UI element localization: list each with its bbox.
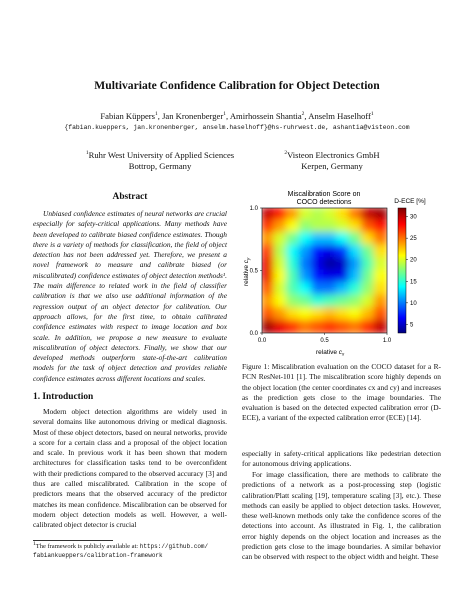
heatmap-cell xyxy=(361,270,376,285)
heatmap-cell xyxy=(299,320,314,335)
x-tick-label: 0.0 xyxy=(257,338,267,344)
affiliation-1: $^1$Ruhr West University of Applied Sciences Bottrop, Germany xyxy=(85,150,235,171)
heatmap-cell xyxy=(299,257,314,272)
heatmap-cell xyxy=(374,220,389,235)
heatmap-cell xyxy=(349,270,364,285)
heatmap-cell xyxy=(274,220,289,235)
heatmap-cell xyxy=(361,220,376,235)
heatmap-cell xyxy=(286,320,301,335)
heatmap-cell xyxy=(374,282,389,297)
author-name: Amirhossein Shantia xyxy=(229,111,302,121)
author-list: Fabian Küppers$^1$, Jan Kronenberger$^1$, Amirhossein Shantia$^2$, Anselm Haselhoff$^1$ xyxy=(100,111,374,121)
y-tick-label: 0.0 xyxy=(249,331,258,337)
heatmap-cell xyxy=(274,295,289,310)
colorbar-tick-label: 15 xyxy=(410,279,417,286)
heatmap-cell xyxy=(274,245,289,260)
heatmap-cell xyxy=(311,295,326,310)
heatmap-cell xyxy=(324,257,339,272)
heatmap-cell xyxy=(299,207,314,222)
paper-title: Multivariate Confidence Calibration for Object Detection xyxy=(94,79,380,92)
y-tick-label: 0.5 xyxy=(249,268,258,275)
footnote: $^1$The framework is publicly available at: https://github.com/ fabiankueppers/calibration-framework xyxy=(33,540,209,559)
heatmap-cell xyxy=(274,270,289,285)
heatmap-cell xyxy=(336,245,351,260)
heatmap-cell xyxy=(299,220,314,235)
heatmap-cell xyxy=(286,220,301,235)
y-tick-label: 1.0 xyxy=(249,206,258,212)
heatmap-cell xyxy=(374,257,389,272)
heatmap-cell xyxy=(336,320,351,335)
y-axis-label: relative $c_y$ xyxy=(243,257,251,286)
heatmap-cell xyxy=(274,232,289,247)
heatmap-cell xyxy=(274,257,289,272)
heatmap-cell xyxy=(311,270,326,285)
heatmap-cell xyxy=(261,282,276,297)
heatmap-cell xyxy=(374,307,389,322)
colorbar-tick-label: 30 xyxy=(410,214,417,221)
x-tick-label: 1.0 xyxy=(382,338,392,344)
x-axis-label: relative $c_x$ xyxy=(316,349,345,357)
heatmap-cell xyxy=(299,282,314,297)
heatmap-cell xyxy=(261,257,276,272)
heatmap-cell xyxy=(261,207,276,222)
heatmap-cell xyxy=(261,245,276,260)
heatmap-cell xyxy=(261,320,276,335)
heatmap-cell xyxy=(361,282,376,297)
colorbar-label: D-ECE [%] xyxy=(394,198,426,205)
heatmap-cell xyxy=(274,307,289,322)
heatmap-cell xyxy=(336,307,351,322)
heatmap-cell xyxy=(349,307,364,322)
colorbar-tick-label: 20 xyxy=(410,257,417,264)
colorbar-tick-label: 5 xyxy=(410,322,414,329)
heatmap-cell xyxy=(336,295,351,310)
author-name: Anselm Haselhoff xyxy=(308,111,371,121)
heatmap-cell xyxy=(286,207,301,222)
colorbar-tick-label: 10 xyxy=(410,300,417,307)
heatmap-cell xyxy=(336,207,351,222)
heatmap-cell xyxy=(324,282,339,297)
heatmap-cell xyxy=(286,295,301,310)
right-column-para-1: especially in safety-critical applications like pedestrian detection for autonomous driving applications. xyxy=(242,449,441,469)
heatmap-cell xyxy=(286,282,301,297)
heatmap-cell xyxy=(361,232,376,247)
heatmap-cell xyxy=(286,245,301,260)
abstract-heading: Abstract xyxy=(112,192,148,202)
heatmap-cell xyxy=(311,257,326,272)
heatmap-cell xyxy=(311,220,326,235)
heatmap-cell xyxy=(349,220,364,235)
heatmap-cell xyxy=(361,245,376,260)
heatmap-cell xyxy=(349,207,364,222)
heatmap-cell xyxy=(311,282,326,297)
author-name: Jan Kronenberger xyxy=(162,111,224,121)
heatmap-cell xyxy=(299,307,314,322)
author-name: Fabian Küppers xyxy=(100,111,156,121)
heatmap-cell xyxy=(361,207,376,222)
heatmap-cell xyxy=(261,232,276,247)
heatmap-cell xyxy=(286,232,301,247)
heatmap-cell xyxy=(361,295,376,310)
heatmap-cell xyxy=(349,245,364,260)
heatmap-cell xyxy=(286,257,301,272)
heatmap-cell xyxy=(286,270,301,285)
heatmap-cell xyxy=(349,320,364,335)
heatmap-cell xyxy=(336,282,351,297)
heatmap-cell xyxy=(274,282,289,297)
heatmap-cell xyxy=(374,320,389,335)
affiliation-2: $^2$Visteon Electronics GmbH Kerpen, Germany xyxy=(284,150,380,171)
heatmap-cell xyxy=(311,245,326,260)
colorbar xyxy=(398,208,406,333)
heatmap-cell xyxy=(311,307,326,322)
abstract-text: Unbiased confidence estimates of neural networks are crucial especially for safety-critical applications. Many methods have been developed to calibrate biased confidence estimates. Though there is a variety of methods for classification, the field of object detection has not been addressed yet. Therefore, we present a novel framework to measure and calibrate biased (or miscalibrated) confidence estimates of object detection methods¹. The main difference to related work in the field of classifier calibration is that we also use additional information of the regression output of an object detector for calibration. Our approach allows, for the first time, to obtain calibrated confidence estimates with respect to image location and box scale. In addition, we propose a new measure to evaluate miscalibration of object detectors. Finally, we show that our developed methods outperform state-of-the-art calibration models for the task of object detection and provides reliable confidence estimates across different locations and scales. xyxy=(33,209,227,383)
intro-text: Modern object detection algorithms are widely used in several domains like autonomous driving or medical diagnosis. Most of these object detectors, based on neural networks, provide a score for a certain class and a proposal of the object location and scale. In previous work it has been shown that modern architectures for classification tasks tend to be overconfident with their predictions compared to the observed accuracy [3] and thus are called miscalibrated. Calibration in the scope of predictors means that the observed accuracy of the predictor matches its mean confidence. Miscalibration can be observed for modern object detection models as well. However, a well-calibrated object detector is crucial xyxy=(33,407,227,530)
heatmap-cell xyxy=(336,232,351,247)
heatmap-cell xyxy=(336,270,351,285)
heatmap-cell xyxy=(374,245,389,260)
heatmap-cell xyxy=(299,270,314,285)
footnote-rule xyxy=(33,540,113,541)
author-emails: {fabian.kueppers, jan.kronenberger, anselm.haselhoff}@hs-ruhrwest.de, ashantia@visteon.com xyxy=(64,124,410,131)
heatmap-cell xyxy=(324,295,339,310)
heatmap-cell xyxy=(361,307,376,322)
heatmap-cell xyxy=(374,295,389,310)
intro-heading: 1. Introduction xyxy=(33,392,94,402)
heatmap-cell xyxy=(311,320,326,335)
heatmap-cell xyxy=(261,270,276,285)
heatmap-cell xyxy=(336,220,351,235)
heatmap-cell xyxy=(286,307,301,322)
heatmap-cell xyxy=(324,270,339,285)
right-column-para-2: For image classification, there are methods to calibrate the predictions of a network as a post-processing step (logistic calibration/Platt scaling [19], temperature scaling [3], etc.). These methods can easily be applied to object detection tasks. However, these well-known methods only take the confidence scores of the detections into account. As illustrated in Fig. 1, the calibration error highly depends on the object location and increases as the prediction gets close to the image boundaries. A similar behavior can be observed with respect to the object width and height. These xyxy=(242,470,441,562)
heatmap-cell xyxy=(274,207,289,222)
heatmap-cell xyxy=(261,307,276,322)
heatmap-cell xyxy=(324,207,339,222)
heatmap-cell xyxy=(349,295,364,310)
figure-title-line2: COCO detections xyxy=(296,199,352,206)
footnote-link[interactable]: https://github.com/ xyxy=(139,543,209,550)
heatmap-cell xyxy=(324,320,339,335)
figure-1-heatmap xyxy=(240,186,446,358)
heatmap-cell xyxy=(324,220,339,235)
heatmap-cell xyxy=(274,320,289,335)
heatmap-cell xyxy=(374,232,389,247)
heatmap-cell xyxy=(349,232,364,247)
heatmap-cell xyxy=(374,207,389,222)
heatmap-cell xyxy=(361,257,376,272)
heatmap-cell xyxy=(299,295,314,310)
heatmap-cell xyxy=(299,232,314,247)
heatmap-cell xyxy=(299,245,314,260)
heatmap-cell xyxy=(261,220,276,235)
figure-1-caption: Figure 1: Miscalibration evaluation on the COCO dataset for a R-FCN ResNet-101 [1]. The miscalibration score highly depends on the object location (the center coordinates cx and cy) and increases as the prediction gets close to the image boundaries. The evaluation is based on the detected expected calibration error (D-ECE), a variant of the expected calibration error (ECE) [14]. xyxy=(242,362,441,423)
colorbar-tick-label: 25 xyxy=(410,236,417,243)
heatmap-cell xyxy=(336,257,351,272)
heatmap-cell xyxy=(311,207,326,222)
heatmap-cell xyxy=(349,282,364,297)
x-tick-label: 0.5 xyxy=(320,338,329,344)
heatmap-cell xyxy=(349,257,364,272)
heatmap-cell xyxy=(361,320,376,335)
heatmap-cell xyxy=(324,232,339,247)
figure-title-line1: Miscalibration Score on xyxy=(287,191,361,198)
heatmap-cell xyxy=(324,245,339,260)
heatmap-cell xyxy=(374,270,389,285)
heatmap-cell xyxy=(324,307,339,322)
heatmap-cell xyxy=(311,232,326,247)
footnote-link-cont[interactable]: fabiankueppers/calibration-framework xyxy=(33,551,163,559)
heatmap-cell xyxy=(261,295,276,310)
